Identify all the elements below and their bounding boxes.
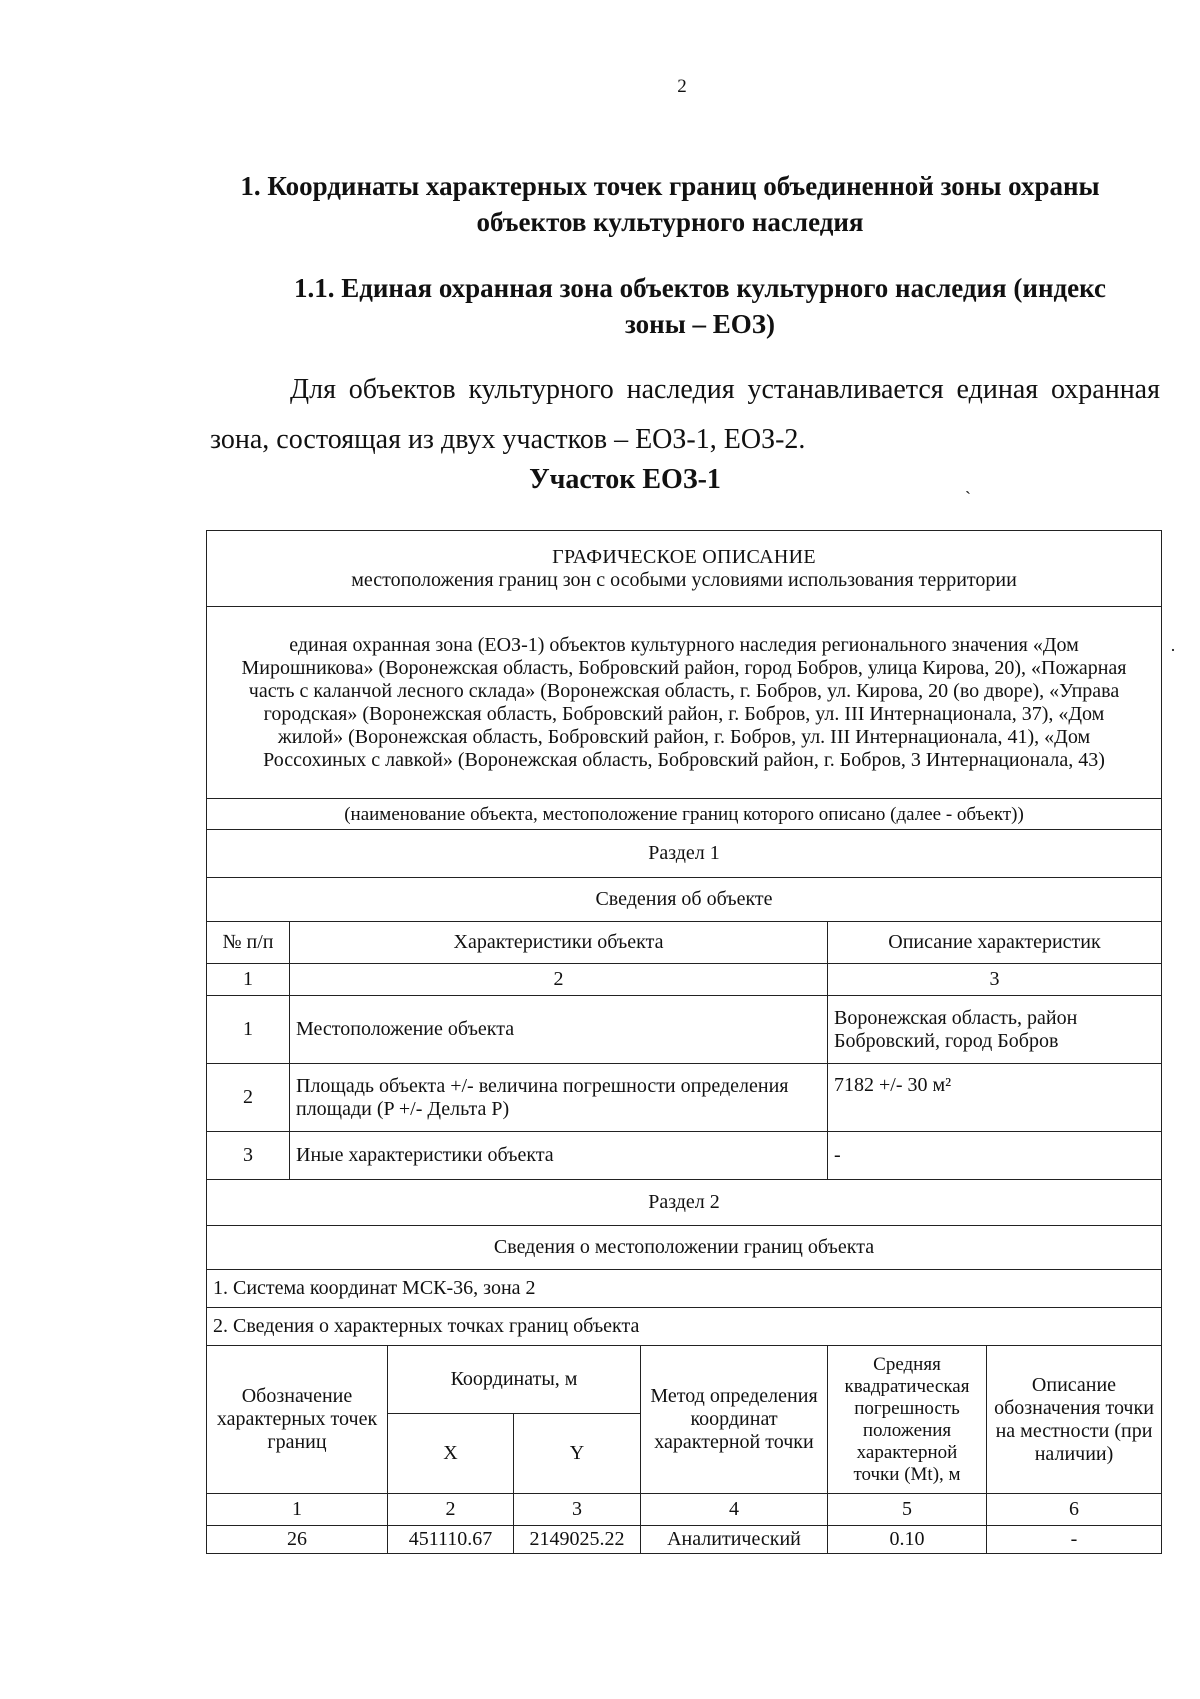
section-subheading: Участок ЕОЗ-1 [529,464,721,495]
point-x: 451110.67 [388,1526,514,1554]
points-title: 2. Сведения о характерных точках границ объекта [207,1308,1162,1346]
points-header-coords: Координаты, м [388,1346,641,1414]
row-num: 3 [207,1132,290,1180]
col-number: 2 [290,964,828,996]
points-header-description: Описание обозначения точки на местности (при наличии) [987,1346,1162,1494]
row-name: Площадь объекта +/- величина погрешности определения площади (P +/- Дельта P) [290,1064,828,1132]
point-y: 2149025.22 [514,1526,641,1554]
row-desc: - [828,1132,1162,1180]
points-col-number: 6 [987,1494,1162,1526]
heading-1: 1. Координаты характерных точек границ объединенной зоны охраны объектов культурного наследия [240,171,1100,237]
row-name: Иные характеристики объекта [290,1132,828,1180]
col-header-num: № п/п [207,922,290,964]
graphic-description-table [206,530,1162,1554]
section2-label: Раздел 2 [207,1180,1162,1226]
col-number: 3 [828,964,1162,996]
points-header-method: Метод определения координат характерной точки [641,1346,828,1494]
table-row [207,1132,1162,1180]
row-desc: Воронежская область, район Бобровский, город Бобров [828,996,1162,1064]
points-col-number: 5 [828,1494,987,1526]
row-num: 1 [207,996,290,1064]
scan-mark: ˏ [965,474,971,494]
table-title: ГРАФИЧЕСКОЕ ОПИСАНИЕ [552,545,816,568]
section2-title: Сведения о местоположении границ объекта [207,1226,1162,1270]
col-number: 1 [207,964,290,996]
heading-2: 1.1. Единая охранная зона объектов культурного наследия (индекс зоны – ЕОЗ) [293,273,1107,339]
points-col-number: 4 [641,1494,828,1526]
table-row [207,996,1162,1064]
col-header-characteristic: Характеристики объекта [290,922,828,964]
point-method: Аналитический [641,1526,828,1554]
row-name: Местоположение объекта [290,996,828,1064]
table-title-cell [207,531,1162,607]
table-row [207,1064,1162,1132]
point-desc: - [987,1526,1162,1554]
points-header-error: Средняя квадратическая погрешность положения характерной точки (Mt), м [828,1346,987,1494]
row-desc: 7182 +/- 30 м² [828,1064,1162,1132]
points-col-number: 1 [207,1494,388,1526]
page-number: 2 [677,76,687,97]
points-header-y: Y [514,1414,641,1494]
object-text: единая охранная зона (ЕОЗ-1) объектов культурного наследия регионального значения «Дом Мирошникова» (Воронежская область, Бобровский район, город Бобров, улица Кирова, 20), «Пожарная часть с каланчой лесного склада» (Воронежская область, г. Бобров, ул. Кирова, 20 (во дворе), «Управа городская» (Воронежская область, Бобровский район, г. Бобров, ул. III Интернационала, 37), «Дом жилой» (Воронежская область, Бобровский район, г. Бобров, ул. III Интернационала, 41), «Дом Россохиных с лавкой» (Воронежская область, Бобровский район, г. Бобров, 3 Интернационала, 43) [241,633,1127,771]
points-col-number: 2 [388,1494,514,1526]
col-header-description: Описание характеристик [828,922,1162,964]
section1-title: Сведения об объекте [207,878,1162,922]
points-col-number: 3 [514,1494,641,1526]
scan-mark: · [1170,640,1176,660]
point-id: 26 [207,1526,388,1554]
points-header-x: X [388,1414,514,1494]
row-num: 2 [207,1064,290,1132]
section1-label: Раздел 1 [207,830,1162,878]
coord-system: 1. Система координат МСК-36, зона 2 [207,1270,1162,1308]
table-row [207,1526,1162,1554]
intro-paragraph: Для объектов культурного наследия устанавливается единая охранная зона, состоящая из двух участков – ЕОЗ-1, ЕОЗ-2. [210,374,1160,455]
points-header-designation: Обозначение характерных точек границ [207,1346,388,1494]
object-caption: (наименование объекта, местоположение границ которого описано (далее - объект)) [207,799,1162,830]
point-mt: 0.10 [828,1526,987,1554]
object-text-cell [207,607,1162,799]
table-subtitle: местоположения границ зон с особыми условиями использования территории [351,568,1017,591]
